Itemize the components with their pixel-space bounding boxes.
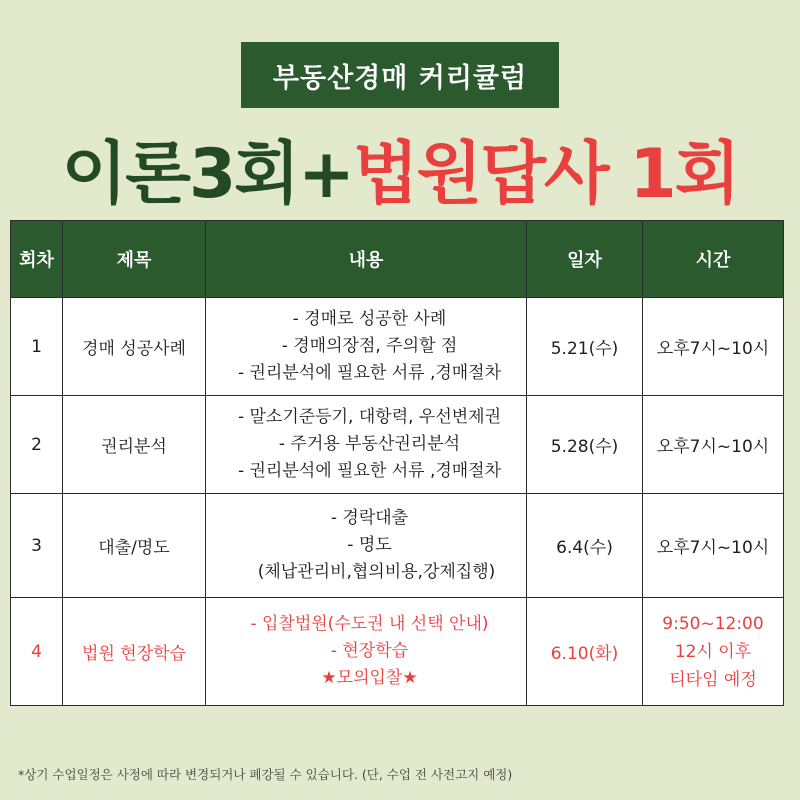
session-content (206, 598, 527, 706)
round-number: 3 (11, 494, 63, 598)
table-row (11, 396, 784, 494)
column-header-title: 제목 (63, 221, 206, 298)
content-line: - 말소기준등기, 대항력, 우선변제권 (237, 407, 502, 427)
content-line: - 경매의장점, 주의할 점 (281, 336, 458, 356)
footnote: *상기 수업일정은 사정에 따라 변경되거나 폐강될 수 있습니다. (단, 수업 전 사전고지 예정) (18, 767, 513, 782)
session-content (206, 298, 527, 396)
content-line: - 권리분석에 필요한 서류 ,경매절차 (237, 461, 502, 481)
column-header-content: 내용 (206, 221, 527, 298)
content-line: - 주거용 부동산권리분석 (278, 434, 461, 454)
content-line: ★모의입찰★ (321, 668, 418, 688)
table-row (11, 494, 784, 598)
session-content (206, 396, 527, 494)
column-header-round: 회차 (11, 221, 63, 298)
content-line: (체납관리비,협의비용,강제집행) (257, 562, 496, 582)
time-line: 티타임 예정 (669, 669, 757, 690)
session-time (643, 598, 784, 706)
table-header-row (11, 221, 784, 298)
content-line: - 권리분석에 필요한 서류 ,경매절차 (237, 363, 502, 383)
content-line: - 명도 (347, 535, 392, 555)
session-title: 권리분석 (63, 396, 206, 494)
session-date: 6.4(수) (527, 494, 643, 598)
session-date: 5.21(수) (527, 298, 643, 396)
content-line: - 현장학습 (330, 641, 409, 661)
session-time: 오후7시~10시 (643, 298, 784, 396)
column-header-date: 일자 (527, 221, 643, 298)
session-title: 대출/명도 (63, 494, 206, 598)
table-row-highlight (11, 598, 784, 706)
session-time: 오후7시~10시 (643, 396, 784, 494)
time-line: 9:50~12:00 (662, 613, 764, 634)
session-time: 오후7시~10시 (643, 494, 784, 598)
content-line: - 경락대출 (330, 508, 409, 528)
page-headline (0, 118, 800, 218)
headline-theory: 이론3회+ (61, 134, 353, 214)
content-line: - 입찰법원(수도권 내 선택 안내) (250, 614, 489, 634)
session-date: 5.28(수) (527, 396, 643, 494)
curriculum-badge: 부동산경매 커리큘럼 (241, 42, 559, 108)
table-row (11, 298, 784, 396)
schedule-table (10, 220, 784, 706)
column-header-time: 시간 (643, 221, 784, 298)
headline-court-visit: 법원답사 1회 (352, 134, 739, 214)
session-title: 법원 현장학습 (63, 598, 206, 706)
session-date: 6.10(화) (527, 598, 643, 706)
session-title: 경매 성공사례 (63, 298, 206, 396)
round-number: 4 (11, 598, 63, 706)
content-line: - 경매로 성공한 사례 (292, 309, 447, 329)
time-line: 12시 이후 (674, 641, 752, 662)
session-content (206, 494, 527, 598)
round-number: 2 (11, 396, 63, 494)
round-number: 1 (11, 298, 63, 396)
